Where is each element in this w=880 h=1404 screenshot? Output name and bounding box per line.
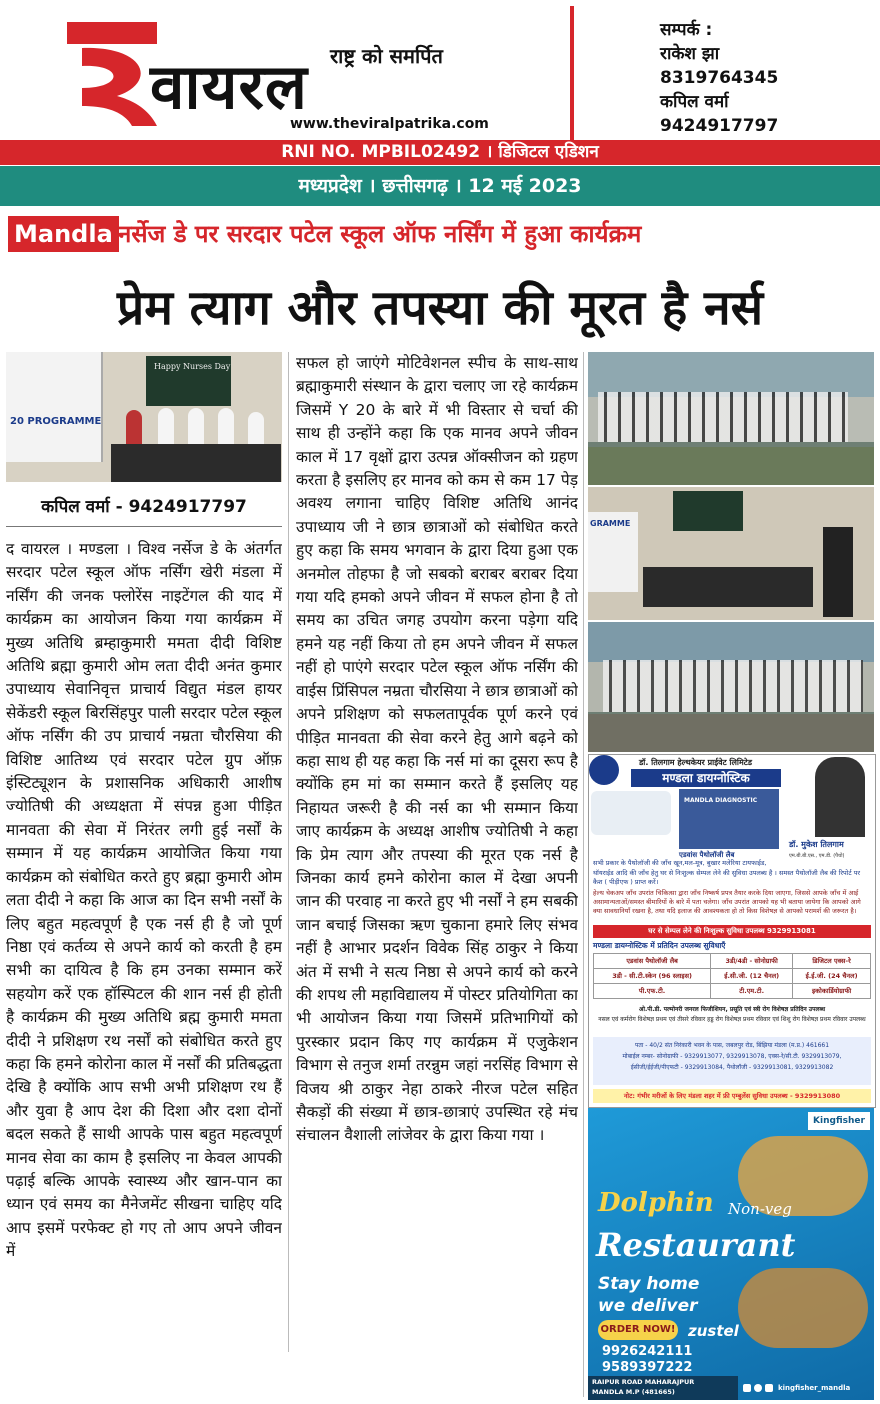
place-tag: Mandla [8,216,119,252]
table-cell: 3डी/4डी - सोनोग्राफी [711,954,793,969]
diagnostic-ad [588,754,876,1108]
subheadline: नर्सेज डे पर सरदार पटेल स्कूल ऑफ नर्सिंग में हुआ कार्यक्रम [118,220,642,248]
order-now-button[interactable]: ORDER NOW! [598,1320,678,1340]
ad-doctor: डॉ. मुकेश तिलगाम [789,840,844,849]
article-column-2: सफल हो जाएंगे मोटिवेशनल स्पीच के साथ-साथ ब्रह्माकुमारी संस्थान के द्वारा चलाए जा रहे कार्यक्रम जिसमें Y 20 के बारे में भी विस्तार से चर्चा की साथ ही उन्होंने कहा कि एक मानव अपने जीवन काल में 17 वृक्षों द्वारा उत्पन्न ऑक्सीजन को ग्रहण करता है इसलिए हर मानव को कम से कम 17 पेड़ अवश्य लगाना चाहिए विशिष्ट अतिथि आनंद उपाध्याय जी ने छात्र छात्राओं को संबोधित करते हुए कहा कि समय भगवान के द्वारा दिया हुआ एक अनमोल तोहफा है जो सबको बराबर बराबर दिया गया यदि हमको अपने जीवन में सफल होना है तो समय का उचित जगह उपयोग करना पड़ेगा यदि हमने यह नहीं किया तो हम अपने जीवन में सफल नहीं हो पाएंगे सरदार पटेल स्कूल ऑफ नर्सिंग की वाईस प्रिंसिपल नम्रता चौरसिया ने छात्र छात्राओं को अपने प्रशिक्षण को सफलतापूर्वक पूर्ण करने एवं पीड़ित मानवता की सेवा करने हेतु आगे बढ़ने को कहा साथ ही यह कहा कि नर्स मां का दूसरा रूप है क्योंकि हम मां का सम्मान करते हैं इसलिए यह निहायत जरूरी है की नर्स का भी सम्मान किया जाए कार्यक्रम के अध्यक्ष आशीष ज्योतिषी ने कहा कि प्रेम त्याग और तपस्या की मूरत एक नर्स है जिनका कार्य हमने कोरोना काल में देखा अपनी जान की परवाह ना करते हुए भी नर्सों ने हम सबकी जान बचाई जिसका ऋण चुकाना हमारे लिए संभव नहीं है आभार प्रदर्शन विवेक सिंह ठाकुर ने किया अंत में सभी ने सत्य निष्ठा से अपने कार्य को करने की शपथ ली महाविद्यालय में पोस्टर प्रतियोगिता का भी आयोजन किया गया जिसमें प्रतिभागियों को पुरस्कार प्रदान किए गए कार्यक्रम में एजुकेशन विभाग से तनुज शर्मा तरन्नुम जहां नरसिंह विभाग से विजय श्री ठाकुर नेहा ठाकरे नीरज पटेल सहित सैकड़ों की संख्या में छात्र-छात्राएं उपस्थित रहे मंच संचालन वैशाली लांजेवर के द्वारा किया गया । [296,354,578,1145]
ad-brand: Kingfisher [808,1112,870,1130]
ad-desc-2: थॉयराईड आदि की जाँच हेतु घर से निःशुल्क सेम्पल लेने की सुविधा उपलब्ध है । समस्त पैथोलॉजी लैब की रिपोर्ट पर कैश ( पीड़ीएफ ) प्राप्त करें। [593,869,861,886]
event-photo-stage [6,352,282,482]
byline: कपिल वर्मा - 9424917797 [41,497,247,517]
ad-phones-1: मोबाईल नम्बर- सोनोग्राफी - 9329913077, 9329913078, एक्स-रे/सी.टी. 9329913079, [622,1053,842,1060]
ad-facilities-table [593,953,871,999]
date-bar: मध्यप्रदेश । छत्तीसगढ़ । 12 मई 2023 [0,166,880,206]
table-cell: 3डी - सी.टी.स्केन (96 स्लाइस) [594,969,711,984]
facebook-icon [743,1384,751,1392]
group-photo-1 [588,352,874,485]
tagline: राष्ट्र को समर्पित [330,44,443,68]
ad-facilities-title: मण्डला डायग्नोस्टिक में प्रतिदिन उपलब्ध सुविधाएँ [593,941,726,950]
ad-social: kingfisher_mandla [778,1384,851,1392]
stage-photo-2 [588,487,874,620]
contact-name: कपिल वर्मा [660,92,729,112]
contact-name: राकेश झा [660,44,720,64]
ad-tagline-2: we deliver [598,1296,698,1316]
column-divider [288,352,289,1352]
table-cell: ई.ई.जी. (24 चैनल) [793,969,871,984]
logo-letter [88,20,89,21]
ad-tagline-1: Stay home [598,1274,700,1294]
table-cell: टी.एम.टी. [711,984,793,999]
table-row [594,954,871,969]
ad-opd: ओ.पी.डी. पल्मोनरी जनरल फिजीशियन, प्रसूति एवं स्त्री रोग विशेषज्ञ प्रतिदिन उपलब्ध [638,1006,826,1013]
ad-phone-1: 9926242111 [602,1344,693,1359]
ad-title-1: Dolphin [598,1188,714,1218]
table-cell: डिजिटल एक्स-रे [793,954,871,969]
masthead-divider [570,6,574,140]
restaurant-ad [588,1108,874,1400]
ad-phone-2: 9589397222 [602,1360,693,1375]
table-row [594,984,871,999]
subheadline-row [8,216,872,256]
logo-da-mark [62,8,162,128]
contact-label: सम्पर्क : [660,20,713,40]
table-cell: ई.सी.जी. (12 चैनल) [711,969,793,984]
column-divider [583,352,584,1397]
table-cell: इकोकार्डियोग्राफी [793,984,871,999]
ad-note: नोट: गंभीर मरीजों के लिए मंडला शहर में फ्री एम्बुलेंस सुविधा उपलब्ध - 9329913080 [593,1089,871,1103]
ad-phones-2: ईसीजी/ईईजी/पीएफटी - 9329913084, पैथोलॉजी - 9329913081, 9329913082 [630,1064,834,1071]
ad-title-2: Non-veg [728,1200,792,1218]
headline: प्रेम त्याग और तपस्या की मूरत है नर्स [116,280,764,336]
ad-opd-2: नसल एवं कर्मरोग विशेषज्ञ प्रथम एवं तीसरे रविवार हड्ड रोग विशेषज्ञ प्रथम रविवार एवं शिशु रोग विशेषज्ञ प्रथम रविवार उपलब्ध [598,1016,866,1023]
ad-company: डॉ. तिलगाम हेल्थकेयर प्राईवेट लिमिटेड [639,758,753,767]
instagram-icon [754,1384,762,1392]
banner-text: GRAMME [590,519,631,528]
contact-block [660,18,778,138]
website-link[interactable]: www.theviralpatrika.com [290,116,489,132]
ad-address-2: MANDLA M.P (481665) [592,1388,675,1396]
ad-subtitle: एडवांस पैथोलॉजी लैब [679,851,735,859]
table-row [594,969,871,984]
ad-sign-text: MANDLA DIAGNOSTIC [684,797,758,804]
contact-phone: 9424917797 [660,116,779,136]
rni-bar: RNI NO. MPBIL02492 । डिजिटल एडिशन [0,140,880,165]
table-cell: एडवांस पैथोलॉजी लैब [594,954,711,969]
ad-title-3: Restaurant [596,1226,796,1264]
ad-title: मण्डला डायग्नोस्टिक [631,769,781,787]
article-column-1: द वायरल । मण्डला । विश्व नर्सेज डे के अंतर्गत सरदार पटेल स्कूल ऑफ नर्सिंग खेरी मंडला में नर्सिंग की जनक फ्लोरेंस नाइटेंगल की याद में कार्यक्रम का आयोजन किया गया कार्यक्रम में मुख्य अतिथि ब्रम्हाकुमारी ममता दीदी विशिष्ट अतिथि ब्रह्मा कुमारी ओम लता दीदी अनंत कुमार उपाध्याय सेवानिवृत्त प्राचार्य विद्युत मंडल हायर सेकेंडरी स्कूल बिरसिंहपुर पाली सरदार पटेल स्कूल ऑफ नर्सिंग की उप प्राचार्य नम्रता चौरसिया की विशिष्ट आतिथ्य एवं सरदार पटेल ग्रुप ऑफ़ इंस्टिट्यूशन के प्रशासनिक अधिकारी आशीष ज्योतिषी की अध्यक्षता में संपन्न हुआ पीड़ित मानवता की सेवा में निरंतर लगी हुई नर्सों के सम्मान में यह कार्यक्रम आयोजित किया गया कार्यक्रम को संबोधित करते हुए ब्रह्मा कुमारी ओम लता दीदी ने कहा कि आज का दिन सभी नर्सों के लिए बहुत महत्वपूर्ण है एक नर्स ही है जो पूर्ण निष्ठा एवं कर्तव्य से अपने कार्य को करती है हम सभी का दायित्व है कि हम उनका सम्मान करें सहयोग करें एक हॉस्पिटल की शान नर्स ही होती है कार्यक्रम की मुख्य अतिथि ब्रह्म कुमारी ममता दीदी ने प्रशिक्षण रथ नर्सों को संबोधित करते हुए कहा कि हमने कोरोना काल में नर्सों की प्रतिबद्धता देखि है क्योंकि आप सभी अभी प्रशिक्षण रथ हैं और युवा है आप देश की दिशा और दशा दोनों बदल सकते हैं साथी आपके पास बहुत महत्वपूर्ण मानव सेवा का काम है इसलिए ना केवल आपकी पढ़ाई बल्कि आपके स्वास्थ्य और खान-पान का ध्यान एवं समय का मैनेजमेंट सीखना चाहिए यदि आप इसमें परफेक्ट हो गए तो आप अपने जीवन में [6,540,282,1261]
ad-doctor-degree: एम.बी.बी.एस., एम.डी. (पैथो) [789,853,845,859]
ad-free-sample: घर से सेम्पल लेने की निःशुल्क सुविधा उपलब्ध 9329913081 [593,925,871,938]
table-cell: पी.एफ.टी. [594,984,711,999]
banner-text: 20 PROGRAMME [10,416,102,427]
logo-word: वायरल [150,50,308,123]
youtube-icon [765,1384,773,1392]
group-photo-3 [588,622,874,752]
ad-address: पता - 40/2 संत निरंकारी भवन के पास, जबलपुर रोड, बिंझिया मंडला (म.प्र.) 461661 [634,1042,830,1049]
ad-desc-3: हेल्थ चेकअप जाँच उपरांत चिकित्सा द्वारा जाँच निष्कर्ष प्रपत्र तैयार करके दिया जाएगा, जिससे आपके जाँच में आई असामान्यताओं/समस्त बीमारियों के बारे में पता चलेगा। जाँच उपरांत आपको यह भी बताया जायेगा कि आपको आगे क्या सावधानियाँ रखना है, तथा यदि इलाज की आवश्यकता हो तो किस विशेषज्ञ से आपको परामर्श की जरूरत है। [593,889,861,915]
board-text: Happy Nurses Day [154,362,231,371]
ad-address-1: RAIPUR ROAD MAHARAJPUR [592,1378,695,1386]
ad-zustel: zustel [688,1322,739,1340]
ad-desc-1: सभी प्रकार के पैथोलॉजी की जाँच खून,मल-मूत्र, बुखार मलेरिया टायफाईड, [593,859,767,867]
contact-phone: 8319764345 [660,68,779,88]
byline-rule [6,526,282,527]
